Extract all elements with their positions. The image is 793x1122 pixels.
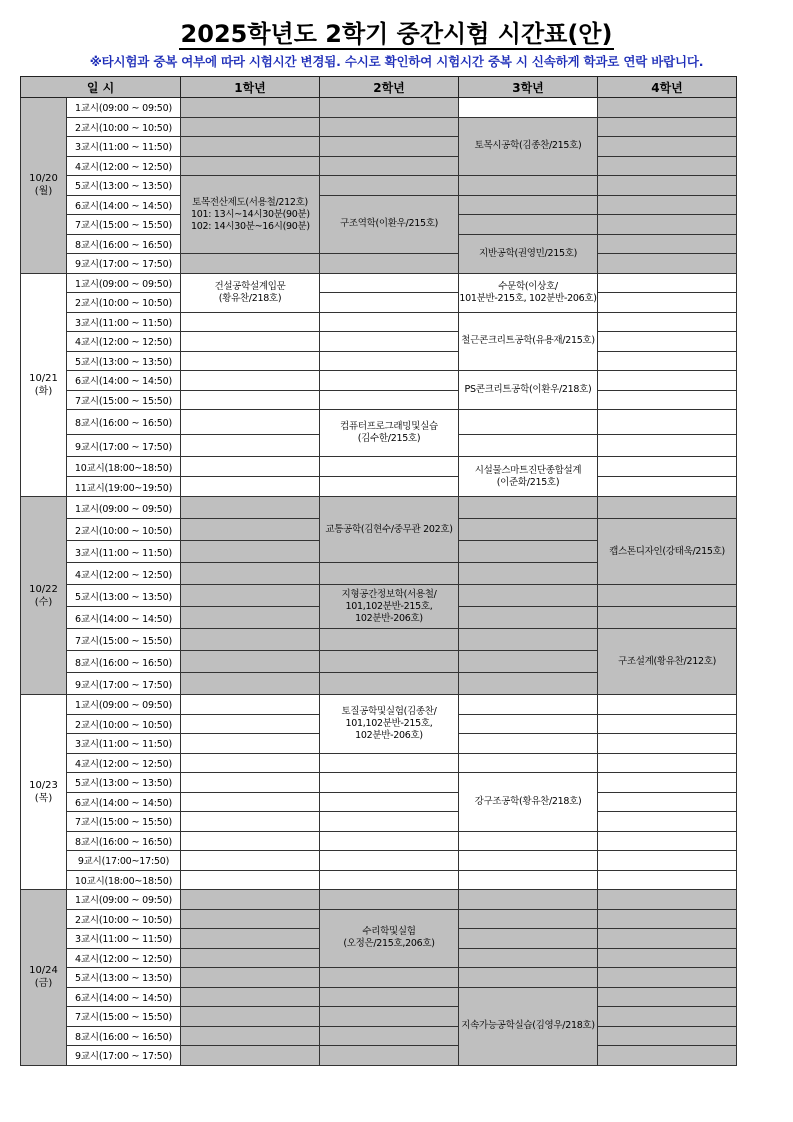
period-cell: 6교시(14:00 ~ 14:50) [67,987,181,1007]
empty-cell [598,234,737,254]
table-row [21,117,737,137]
period-cell: 9교시(17:00 ~ 17:50) [67,673,181,695]
empty-cell [598,98,737,118]
empty-cell [320,1026,459,1046]
empty-cell [320,968,459,988]
table-row [21,390,737,410]
header-grade1: 1학년 [181,77,320,98]
empty-cell [181,98,320,118]
empty-cell [598,607,737,629]
table-row [21,831,737,851]
empty-cell [598,831,737,851]
empty-cell [598,435,737,457]
empty-cell [598,457,737,477]
empty-cell [459,714,598,734]
empty-cell [181,410,320,435]
exam-cell: 지속가능공학실습(김영우/218호) [459,987,598,1065]
table-row [21,156,737,176]
empty-cell [598,929,737,949]
table-row [21,497,737,519]
period-cell: 1교시(09:00 ~ 09:50) [67,98,181,118]
empty-cell [181,585,320,607]
empty-cell [181,651,320,673]
day-cell: 10/22 (수) [21,497,67,695]
period-cell: 5교시(13:00 ~ 13:50) [67,176,181,196]
empty-cell [598,195,737,215]
empty-cell [598,215,737,235]
page-title: 2025학년도 2학기 중간시험 시간표(안) [180,20,613,48]
period-cell: 4교시(12:00 ~ 12:50) [67,563,181,585]
empty-cell [320,563,459,585]
empty-cell [459,435,598,457]
empty-cell [598,254,737,274]
empty-cell [459,497,598,519]
empty-cell [320,312,459,332]
empty-cell [459,695,598,715]
period-cell: 8교시(16:00 ~ 16:50) [67,831,181,851]
empty-cell [320,651,459,673]
period-cell: 5교시(13:00 ~ 13:50) [67,968,181,988]
exam-cell: PS콘크리트공학(이환우/218호) [459,371,598,410]
table-row [21,195,737,215]
empty-cell [598,273,737,293]
empty-cell [320,390,459,410]
empty-cell [598,851,737,871]
empty-cell [598,773,737,793]
table-row [21,312,737,332]
table-row [21,870,737,890]
table-row [21,909,737,929]
header-row [21,77,737,98]
empty-cell [459,176,598,196]
period-cell: 5교시(13:00 ~ 13:50) [67,585,181,607]
empty-cell [459,909,598,929]
table-row [21,137,737,157]
empty-cell [320,371,459,391]
empty-cell [598,792,737,812]
empty-cell [459,410,598,435]
empty-cell [598,332,737,352]
period-cell: 2교시(10:00 ~ 10:50) [67,519,181,541]
empty-cell [598,714,737,734]
empty-cell [598,351,737,371]
period-cell: 4교시(12:00 ~ 12:50) [67,753,181,773]
empty-cell [459,585,598,607]
exam-cell: 구조역학(이환우/215호) [320,195,459,254]
table-row [21,968,737,988]
empty-cell [181,629,320,651]
empty-cell [459,541,598,563]
table-row [21,890,737,910]
empty-cell [320,117,459,137]
header-grade3: 3학년 [459,77,598,98]
empty-cell [320,1046,459,1066]
table-row [21,410,737,435]
exam-cell: 철근콘크리트공학(유용재/215호) [459,312,598,371]
empty-cell [598,734,737,754]
period-cell: 6교시(14:00 ~ 14:50) [67,607,181,629]
empty-cell [320,293,459,313]
header-day-period: 일 시 [21,77,181,98]
exam-cell: 토목전산제도(서용철/212호) 101: 13시~14시30분(90분) 102: 14시30분~16시(90분) [181,176,320,254]
exam-cell: 강구조공학(황유찬/218호) [459,773,598,832]
exam-cell: 지반공학(권영민/215호) [459,234,598,273]
period-cell: 7교시(15:00 ~ 15:50) [67,1007,181,1027]
empty-cell [181,929,320,949]
empty-cell [598,870,737,890]
empty-cell [181,1026,320,1046]
empty-cell [320,673,459,695]
table-row [21,98,737,118]
period-cell: 8교시(16:00 ~ 16:50) [67,651,181,673]
empty-cell [598,1046,737,1066]
empty-cell [598,1007,737,1027]
period-cell: 5교시(13:00 ~ 13:50) [67,351,181,371]
empty-cell [320,273,459,293]
empty-cell [320,176,459,196]
period-cell: 11교시(19:00~19:50) [67,477,181,497]
empty-cell [181,890,320,910]
period-cell: 10교시(18:00~18:50) [67,870,181,890]
day-cell: 10/21 (화) [21,273,67,497]
empty-cell [459,563,598,585]
empty-cell [459,870,598,890]
empty-cell [598,948,737,968]
period-cell: 3교시(11:00 ~ 11:50) [67,137,181,157]
empty-cell [181,673,320,695]
empty-cell [320,753,459,773]
empty-cell [598,909,737,929]
period-cell: 3교시(11:00 ~ 11:50) [67,312,181,332]
empty-cell [181,1046,320,1066]
exam-cell: 시설물스마트진단종합설계 (이준화/215호) [459,457,598,497]
empty-cell [181,870,320,890]
empty-cell [181,137,320,157]
empty-cell [598,812,737,832]
empty-cell [598,753,737,773]
notice-text: ※타시험과 중복 여부에 따라 시험시간 변경됨. 수시로 확인하여 시험시간 중복 시 신속하게 학과로 연락 바랍니다. [89,54,704,69]
empty-cell [459,607,598,629]
empty-cell [320,477,459,497]
empty-cell [459,948,598,968]
empty-cell [459,215,598,235]
empty-cell [459,851,598,871]
empty-cell [320,831,459,851]
period-cell: 3교시(11:00 ~ 11:50) [67,929,181,949]
table-row [21,371,737,391]
period-cell: 10교시(18:00~18:50) [67,457,181,477]
period-cell: 1교시(09:00 ~ 09:50) [67,497,181,519]
empty-cell [320,457,459,477]
empty-cell [598,1026,737,1046]
header-grade2: 2학년 [320,77,459,98]
empty-cell [598,371,737,391]
table-row [21,585,737,607]
empty-cell [181,948,320,968]
table-row [21,1046,737,1066]
period-cell: 2교시(10:00 ~ 10:50) [67,293,181,313]
period-cell: 2교시(10:00 ~ 10:50) [67,117,181,137]
table-row [21,293,737,313]
empty-cell [320,629,459,651]
period-cell: 1교시(09:00 ~ 09:50) [67,273,181,293]
table-row [21,695,737,715]
exam-cell: 토목시공학(김종찬/215호) [459,117,598,176]
empty-cell [598,390,737,410]
table-row [21,851,737,871]
empty-cell [598,987,737,1007]
period-cell: 7교시(15:00 ~ 15:50) [67,215,181,235]
exam-cell: 구조설계(황유찬/212호) [598,629,737,695]
empty-cell [598,117,737,137]
empty-cell [598,695,737,715]
empty-cell [181,968,320,988]
empty-cell [320,351,459,371]
table-row [21,987,737,1007]
empty-cell [181,477,320,497]
empty-cell [181,1007,320,1027]
empty-cell [181,607,320,629]
empty-cell [181,563,320,585]
period-cell: 1교시(09:00 ~ 09:50) [67,890,181,910]
period-cell: 7교시(15:00 ~ 15:50) [67,812,181,832]
period-cell: 8교시(16:00 ~ 16:50) [67,410,181,435]
header-grade4: 4학년 [598,77,737,98]
empty-cell [181,714,320,734]
empty-cell [181,851,320,871]
empty-cell [459,890,598,910]
empty-cell [181,254,320,274]
empty-cell [320,792,459,812]
exam-cell: 건설공학설계입문 (황유찬/218호) [181,273,320,312]
period-cell: 9교시(17:00~17:50) [67,851,181,871]
empty-cell [320,870,459,890]
empty-cell [598,968,737,988]
period-cell: 8교시(16:00 ~ 16:50) [67,234,181,254]
empty-cell [181,390,320,410]
empty-cell [181,734,320,754]
day-cell: 10/23 (목) [21,695,67,890]
period-cell: 4교시(12:00 ~ 12:50) [67,156,181,176]
empty-cell [320,156,459,176]
table-row [21,812,737,832]
empty-cell [459,753,598,773]
period-cell: 8교시(16:00 ~ 16:50) [67,1026,181,1046]
exam-cell: 컴퓨터프로그래밍및실습 (김수한/215호) [320,410,459,457]
empty-cell [181,519,320,541]
period-cell: 4교시(12:00 ~ 12:50) [67,332,181,352]
table-row [21,273,737,293]
table-row [21,332,737,352]
empty-cell [181,457,320,477]
period-cell: 6교시(14:00 ~ 14:50) [67,195,181,215]
empty-cell [598,410,737,435]
empty-cell [181,753,320,773]
empty-cell [181,792,320,812]
period-cell: 5교시(13:00 ~ 13:50) [67,773,181,793]
empty-cell [320,851,459,871]
exam-cell: 수리학및실험 (오정은/215호,206호) [320,909,459,968]
empty-cell [598,497,737,519]
exam-cell: 캡스톤디자인(강태욱/215호) [598,519,737,585]
empty-cell [320,137,459,157]
empty-cell [181,117,320,137]
empty-cell [459,734,598,754]
empty-cell [598,312,737,332]
period-cell: 1교시(09:00 ~ 09:50) [67,695,181,715]
empty-cell [181,371,320,391]
empty-cell [598,585,737,607]
period-cell: 4교시(12:00 ~ 12:50) [67,948,181,968]
exam-cell: 교통공학(김현수/중무관 202호) [320,497,459,563]
exam-cell: 토질공학및실험(김종찬/ 101,102분반-215호, 102분반-206호) [320,695,459,754]
period-cell: 7교시(15:00 ~ 15:50) [67,390,181,410]
empty-cell [459,98,598,118]
table-row [21,753,737,773]
table-row [21,351,737,371]
day-cell: 10/20 (월) [21,98,67,274]
period-cell: 9교시(17:00 ~ 17:50) [67,435,181,457]
empty-cell [181,812,320,832]
period-cell: 9교시(17:00 ~ 17:50) [67,254,181,274]
table-row [21,792,737,812]
empty-cell [320,254,459,274]
table-row [21,1026,737,1046]
exam-cell: 지형공간정보학(서용철/ 101,102분반-215호, 102분반-206호) [320,585,459,629]
empty-cell [459,929,598,949]
period-cell: 9교시(17:00 ~ 17:50) [67,1046,181,1066]
empty-cell [459,673,598,695]
period-cell: 7교시(15:00 ~ 15:50) [67,629,181,651]
period-cell: 2교시(10:00 ~ 10:50) [67,909,181,929]
empty-cell [459,831,598,851]
empty-cell [181,987,320,1007]
table-row [21,477,737,497]
table-row [21,773,737,793]
empty-cell [320,1007,459,1027]
empty-cell [181,156,320,176]
empty-cell [181,312,320,332]
empty-cell [320,98,459,118]
period-cell: 3교시(11:00 ~ 11:50) [67,541,181,563]
table-row [21,457,737,477]
empty-cell [181,541,320,563]
empty-cell [598,137,737,157]
empty-cell [598,156,737,176]
empty-cell [181,773,320,793]
empty-cell [459,968,598,988]
day-cell: 10/24 (금) [21,890,67,1066]
table-row [21,1007,737,1027]
empty-cell [459,651,598,673]
empty-cell [598,293,737,313]
period-cell: 6교시(14:00 ~ 14:50) [67,792,181,812]
empty-cell [598,890,737,910]
table-row [21,254,737,274]
period-cell: 3교시(11:00 ~ 11:50) [67,734,181,754]
empty-cell [320,890,459,910]
empty-cell [320,987,459,1007]
table-row [21,176,737,196]
empty-cell [181,831,320,851]
empty-cell [459,629,598,651]
empty-cell [181,497,320,519]
empty-cell [181,435,320,457]
empty-cell [181,332,320,352]
empty-cell [181,695,320,715]
exam-cell: 수문학(이상호/ 101분반-215호, 102분반-206호) [459,273,598,312]
empty-cell [320,332,459,352]
empty-cell [181,909,320,929]
period-cell: 6교시(14:00 ~ 14:50) [67,371,181,391]
empty-cell [181,351,320,371]
empty-cell [598,176,737,196]
period-cell: 2교시(10:00 ~ 10:50) [67,714,181,734]
table-row [21,629,737,651]
empty-cell [459,195,598,215]
empty-cell [320,773,459,793]
empty-cell [320,812,459,832]
empty-cell [598,477,737,497]
exam-schedule-table [20,76,737,1066]
empty-cell [459,519,598,541]
